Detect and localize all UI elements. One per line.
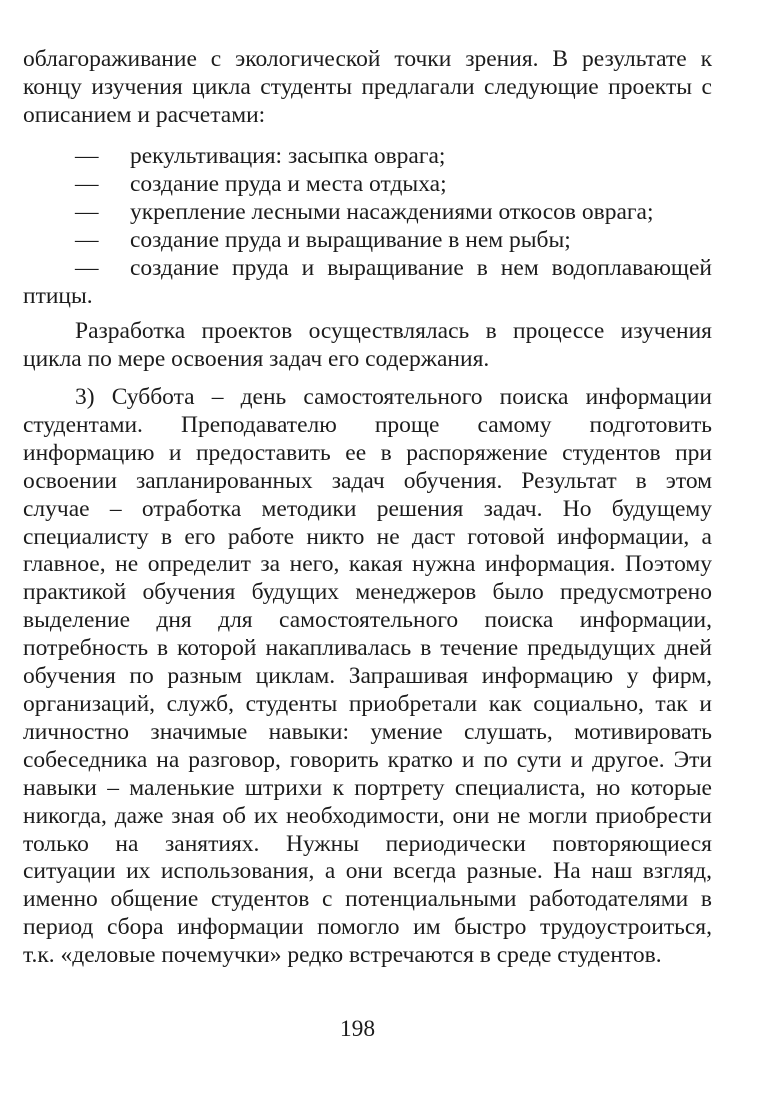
dash-marker: —: [75, 254, 99, 281]
paragraph-line: собеседника на разговор, говорить кратко и по сути и другое. Эти: [23, 746, 712, 773]
dash-marker: —: [75, 143, 99, 169]
paragraph-line: Разработка проектов осуществлялась в процессе изучения: [75, 318, 712, 344]
paragraph-line: освоении запланированных задач обучения. Результат в этом: [23, 467, 712, 494]
list-item: [23, 171, 712, 199]
paragraph-line: навыки – маленькие штрихи к портрету специалиста, но которые: [23, 774, 712, 801]
list-item-text: создание пруда и места отдыха;: [130, 170, 447, 197]
paragraph-projects: [23, 318, 712, 374]
page-number: 198: [339, 1016, 376, 1042]
paragraph-line: информацию и предоставить ее в распоряжение студентов при: [23, 439, 712, 466]
dash-marker: —: [75, 226, 99, 253]
list-item-continuation: птицы.: [23, 282, 93, 309]
list-item: [23, 227, 712, 255]
bullet-list: [23, 143, 712, 283]
paragraph-line: 3) Суббота – день самостоятельного поиска информации: [75, 384, 712, 410]
paragraph-line: никогда, даже зная об их необходимости, они не могли приобрести: [23, 802, 712, 829]
intro-line-3: описанием и расчетами:: [23, 101, 266, 128]
intro-paragraph: [23, 46, 712, 130]
intro-line-1: облагораживание с экологической точки зрения. В результате к: [23, 46, 712, 72]
paragraph-line: организаций, служб, студенты приобретали как социально, так и: [23, 690, 712, 717]
paragraph-saturday: [23, 384, 712, 970]
paragraph-line: именно общение студентов с потенциальными работодателями в: [23, 886, 712, 913]
paragraph-line: студентами. Преподавателю проще самому подготовить: [23, 411, 712, 438]
list-item: [23, 143, 712, 171]
project-list: [23, 143, 712, 310]
paragraph-line: специалисту в его работе никто не даст готовой информации, а: [23, 523, 712, 550]
paragraph-line: личностно значимые навыки: умение слушать, мотивировать: [23, 718, 712, 745]
dash-marker: —: [75, 198, 99, 225]
paragraph-line: период сбора информации помогло им быстро трудоустроиться,: [23, 914, 712, 941]
list-item: [23, 255, 712, 283]
paragraph-line: выделение дня для самостоятельного поиска информации,: [23, 607, 712, 634]
paragraph-line: случае – отработка методики решения задач. Но будущему: [23, 495, 712, 522]
list-item-text: создание пруда и выращивание в нем водоплавающей: [130, 254, 712, 281]
paragraph-line: цикла по мере освоения задач его содержания.: [23, 345, 490, 372]
list-item-text: укрепление лесными насаждениями откосов оврага;: [130, 198, 654, 225]
intro-line-2: концу изучения цикла студенты предлагали следующие проекты с: [23, 73, 712, 100]
paragraph-line: потребность в которой накапливалась в течение предыдущих дней: [23, 635, 712, 662]
paragraph-line: ситуации их использования, а они всегда разные. На наш взгляд,: [23, 858, 712, 885]
paragraph-line: главное, не определит за него, какая нужна информация. Поэтому: [23, 551, 712, 578]
dash-marker: —: [75, 170, 99, 197]
paragraph-line: только на занятиях. Нужны периодически повторяющиеся: [23, 830, 712, 857]
list-item-text: рекультивация: засыпка оврага;: [130, 143, 446, 169]
paragraph-line: обучения по разным циклам. Запрашивая информацию у фирм,: [23, 663, 712, 690]
paragraph-line: практикой обучения будущих менеджеров было предусмотрено: [23, 579, 712, 606]
list-item-text: создание пруда и выращивание в нем рыбы;: [130, 226, 571, 253]
paragraph-line: т.к. «деловые почемучки» редко встречаются в среде студентов.: [23, 942, 662, 969]
list-item: [23, 199, 712, 227]
